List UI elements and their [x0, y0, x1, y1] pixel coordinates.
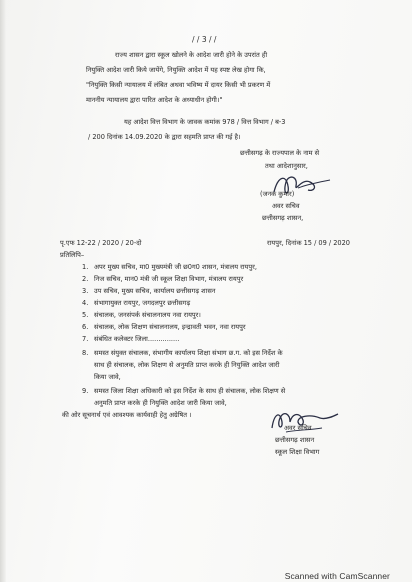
copy-item-number: 9. — [82, 387, 89, 395]
copy-item-text: संचालक, जनसंपर्क संचालनालय नवा रायपुर। — [94, 311, 201, 319]
signature1-line2: तथा आदेशानुसार, — [265, 162, 308, 170]
copy-item-text: अपर मुख्य सचिव, मा0 मुख्यमंत्री जी छ0ग0 शासन, मंत्रालय रायपुर, — [94, 263, 257, 271]
body-para1-line2: नियुक्ति आदेश जारी किये जायेंगे, नियुक्ति आदेश में यह स्पष्ट लेख होगा कि, — [86, 66, 266, 74]
copy-item-text-line2: साथ ही संचालक, लोक शिक्षण से अनुमति प्राप्त करके ही नियुक्ति आदेश जारी — [94, 361, 280, 369]
copy-item-text: संबंधित कलेक्टर जिला............... — [94, 335, 180, 343]
signature1-designation: अवर सचिव — [272, 202, 300, 210]
copy-item-text: निज सचिव, मान0 मंत्री जी स्कूल शिक्षा विभाग, मंत्रालय रायपुर — [94, 275, 244, 283]
scan-edge-shadow — [0, 0, 6, 582]
signature2-mark — [264, 404, 344, 438]
body-para1-line4: माननीय न्यायालय द्वारा पारित आदेश के अध्याधीन होगी।" — [86, 96, 223, 104]
copy-item-text-line1: समस्त संयुक्त संचालक, संभागीय कार्यालय शिक्षा संभाग छ.ग. को इस निर्देश के — [94, 349, 283, 357]
signature1-department: छत्तीसगढ़ शासन, — [262, 214, 304, 222]
copy-item-number: 3. — [82, 287, 89, 295]
endorsement-place-date: रायपुर, दिनांक 15 / 09 / 2020 — [267, 239, 350, 247]
signature1-name: (जनक कुमार) — [260, 190, 295, 198]
body-para2-line2: / 200 दिनांक 14.09.2020 के द्वारा सहमति प्राप्त की गई है। — [88, 133, 241, 141]
copy-item-number: 4. — [82, 299, 89, 307]
page-number: / / 3 / / — [192, 35, 217, 44]
signature2-department: स्कूल शिक्षा विभाग — [275, 448, 320, 456]
signature1-line1: छत्तीसगढ़ के राज्यपाल के नाम से — [240, 149, 320, 157]
copy-item-number: 6. — [82, 323, 89, 331]
copy-item-number: 8. — [82, 349, 89, 357]
copy-item-number: 2. — [82, 275, 89, 283]
copy-item-text-line1: समस्त जिला शिक्षा अधिकारी को इस निर्देश के साथ ही संचालक, लोक शिक्षण से — [94, 387, 286, 395]
copy-item-number: 7. — [82, 335, 89, 343]
camscanner-watermark: Scanned with CamScanner — [284, 571, 390, 581]
body-para2-line1: यह आदेश वित्त विभाग के जावक कमांक 978 / वित्त विभाग / ब-3 — [124, 118, 286, 126]
copy-heading: प्रतिलिपि– — [60, 251, 85, 259]
copy-item-text-line2: अनुमति प्राप्त करके ही नियुक्ति आदेश जारी किया जावे, — [94, 399, 227, 407]
copy-item-number: 5. — [82, 311, 89, 319]
copy-item-number: 1. — [82, 263, 89, 271]
copy-item-text: संभागायुक्त रायपुर, जगदलपुर छत्तीसगढ़ — [94, 299, 191, 307]
closing-line: की ओर सूचनार्थ एवं आवश्यक कार्यवाही हेतु अग्रेषित । — [62, 411, 192, 419]
signature2-designation: अवर सचिव — [284, 424, 312, 432]
copy-item-text: उप सचिव, मुख्य सचिव, कार्यालय छत्तीसगढ़ शासन — [94, 287, 216, 295]
copy-item-text: संचालक, लोक शिक्षण संचालनालय, इन्द्रावती भवन, नवा रायपुर — [94, 323, 246, 331]
body-para1-line3: "नियुक्ति किसी न्यायालय में लंबित अथवा भविष्य में दायर किसी भी प्रकरण में — [86, 81, 271, 89]
signature2-government: छत्तीसगढ़ शासन — [275, 436, 315, 444]
body-para1-line1: राज्य शासन द्वारा स्कूल खोलने के आदेश जारी होने के उपरांत ही — [115, 51, 268, 59]
copy-item-text-line3: किया जावे, — [94, 373, 121, 381]
endorsement-ref: पृ.एफ 12-22 / 2020 / 20-दो — [60, 239, 142, 247]
